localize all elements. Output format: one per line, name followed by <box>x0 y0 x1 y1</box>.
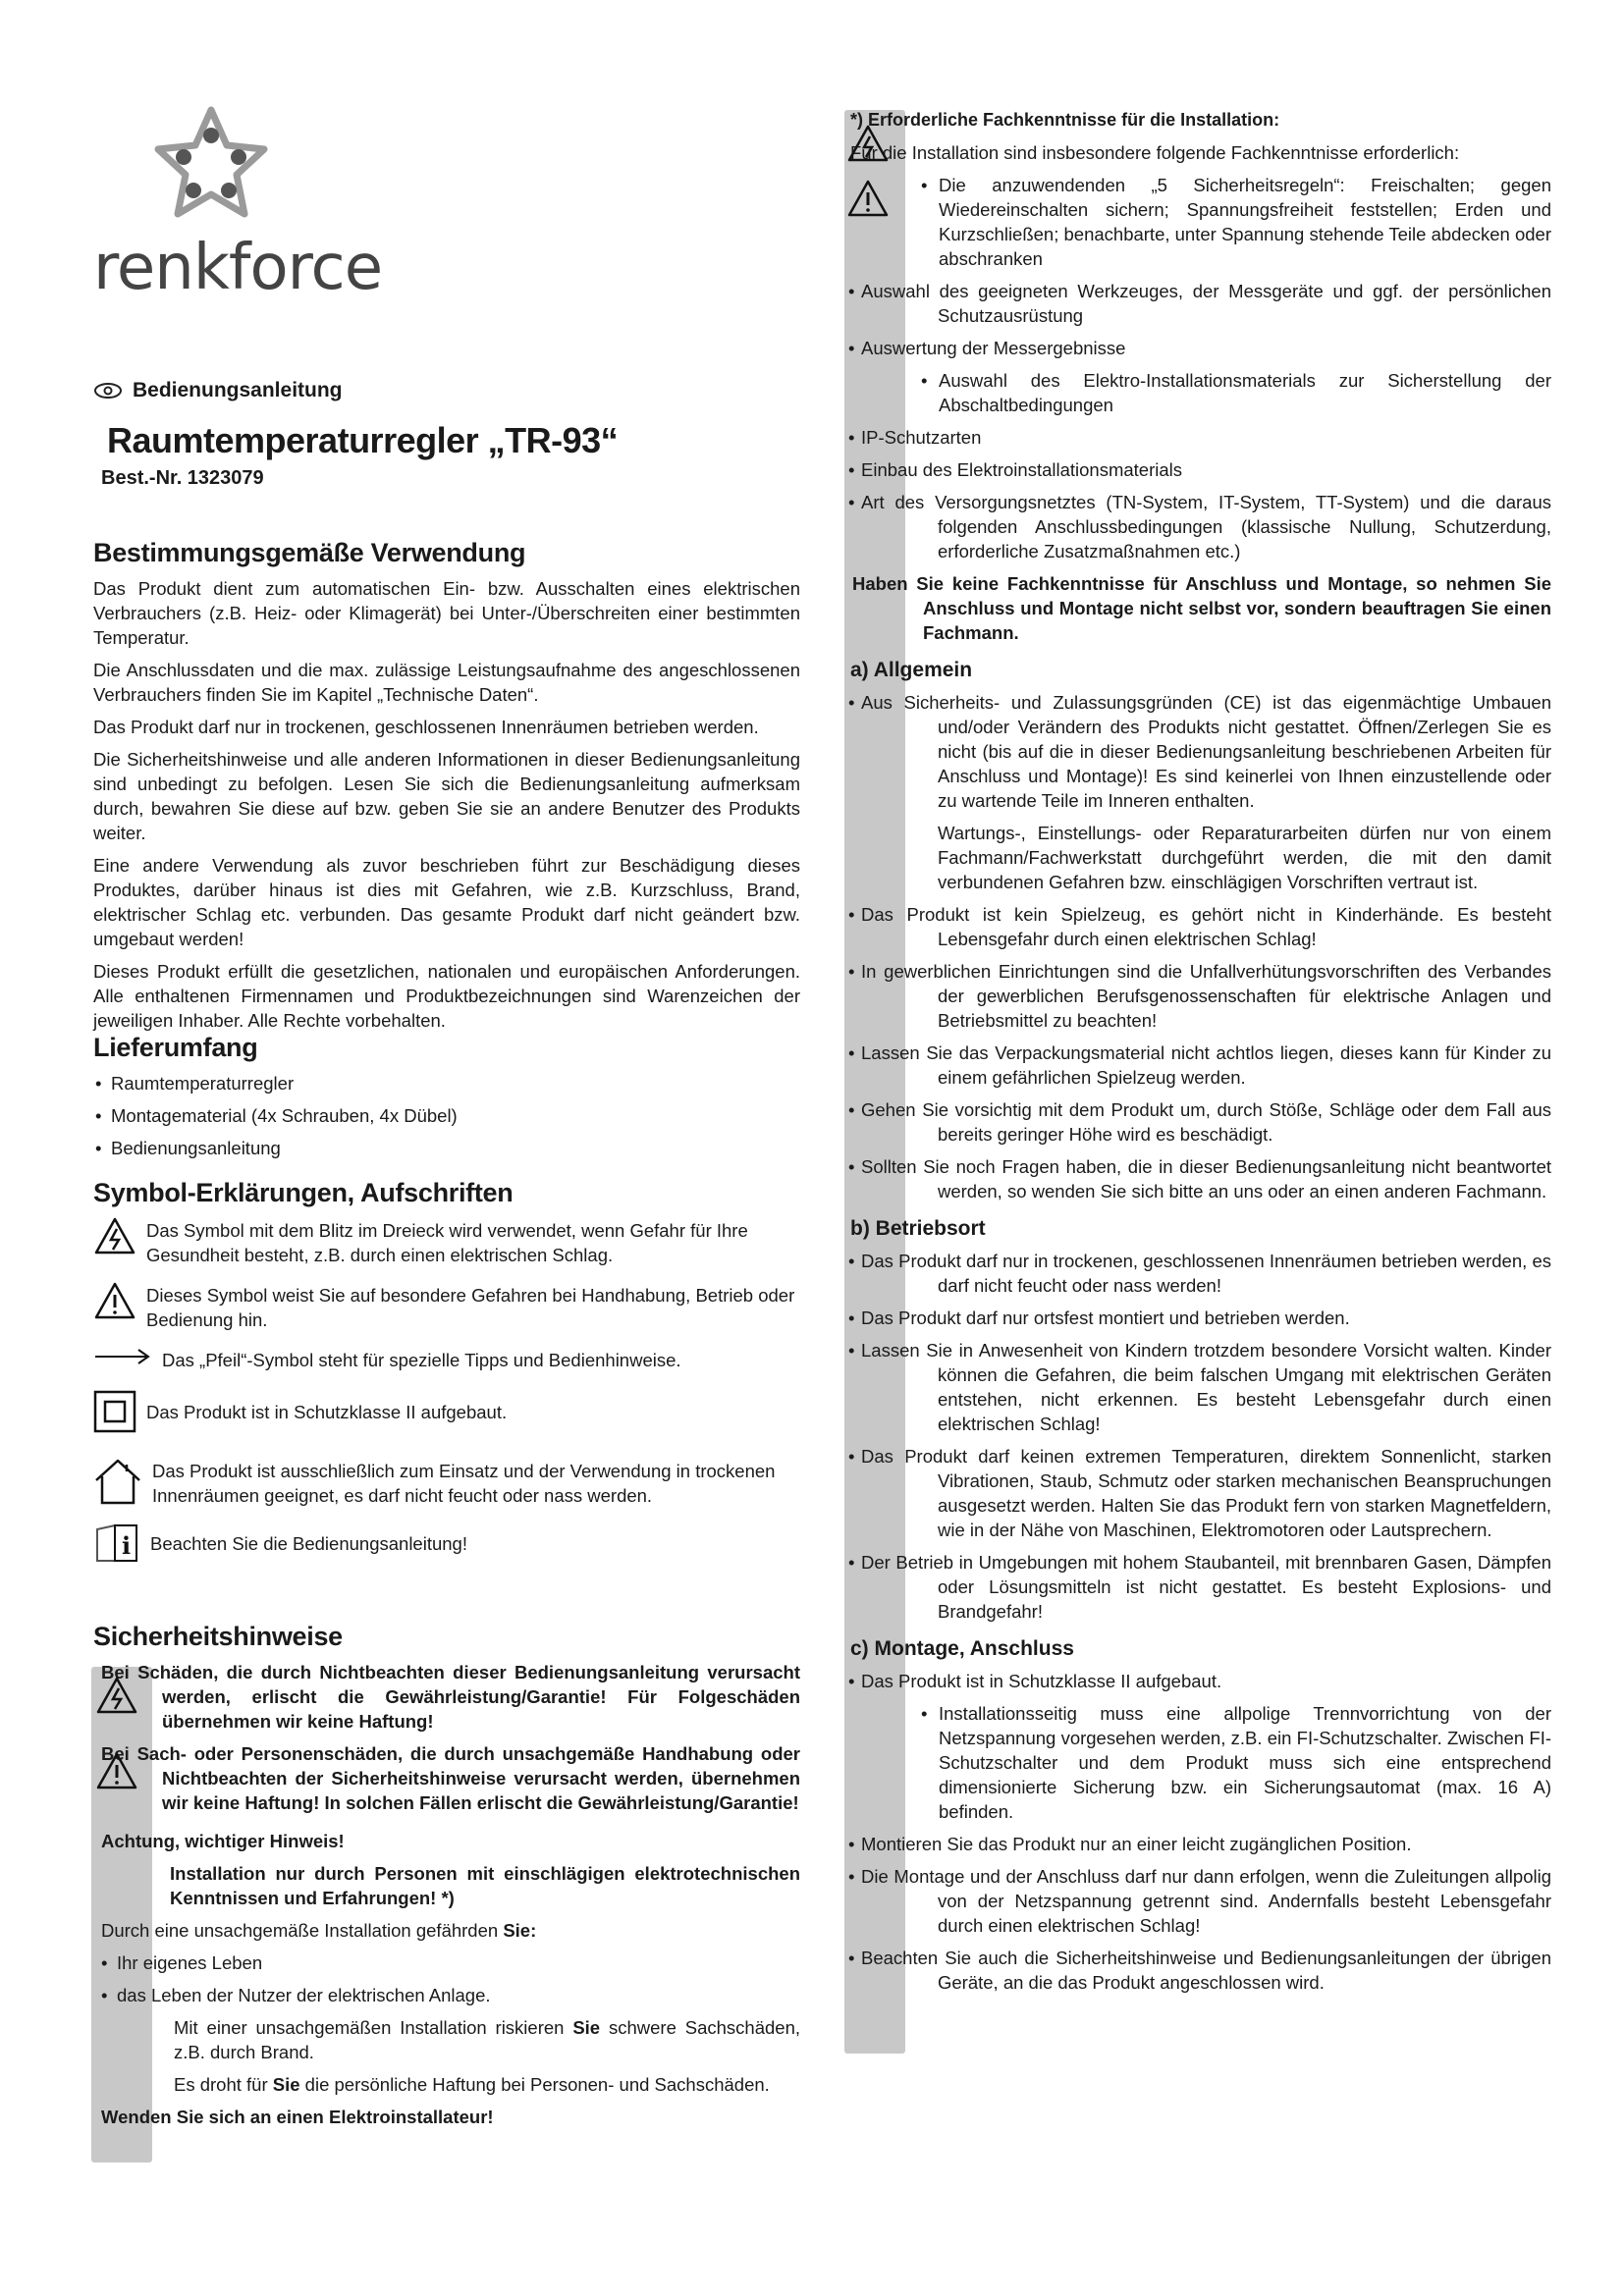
list-item: • Montagematerial (4x Schrauben, 4x Dübel) <box>93 1103 800 1128</box>
knowledge-item: • Auswahl des geeigneten Werkzeuges, der Messgeräte und ggf. der persönlichen Schutzausrüstung <box>844 279 1551 328</box>
eye-icon <box>93 382 123 400</box>
document-title: Raumtemperaturregler „TR-93“ <box>107 420 619 460</box>
symbol-text: Beachten Sie die Bedienungsanleitung! <box>150 1533 467 1554</box>
section-scope-of-delivery <box>93 1033 800 1168</box>
warning-block-2 <box>93 1741 800 1815</box>
lightning-warning-icon <box>93 1216 136 1255</box>
symbol-row-arrow <box>93 1346 800 1372</box>
knowledge-intro: Für die Installation sind insbesondere folgende Fachkenntnisse erforderlich: <box>850 142 1460 163</box>
paragraph: Das Produkt darf nur in trockenen, geschlossenen Innenräumen betrieben werden. <box>93 717 759 737</box>
mounting-item: • Montieren Sie das Produkt nur an einer leicht zugänglichen Position. <box>844 1832 1551 1856</box>
section-required-knowledge <box>844 108 1551 2002</box>
general-item: • Lassen Sie das Verpackungsmaterial nicht achtlos liegen, dieses kann für Kinder zu einem gefährlichen Spielzeug werden. <box>844 1041 1551 1090</box>
general-item: • Das Produkt ist kein Spielzeug, es gehört nicht in Kinderhände. Es besteht Lebensgefahr durch einen elektrischen Schlag! <box>844 902 1551 951</box>
danger-list <box>99 1950 800 2007</box>
danger-intro: Durch eine unsachgemäße Installation gefährden Sie: <box>101 1920 537 1941</box>
symbol-row-class2 <box>93 1390 800 1433</box>
symbol-row-manual <box>93 1522 800 1565</box>
section-symbols <box>93 1178 800 1578</box>
arrow-right-icon <box>93 1346 152 1367</box>
paragraph: Die Sicherheitshinweise und alle anderen Informationen in dieser Bedienungsanleitung sind unbedingt zu befolgen. Lesen Sie sich die Bedienungsanleitung aufmerksam durch, bewahren Sie diese auf bzw. geben Sie sie an andere Benutzer des Produkts weiter. <box>93 749 800 843</box>
list-item: • Bedienungsanleitung <box>93 1136 800 1160</box>
symbol-text: Das Produkt ist in Schutzklasse II aufgebaut. <box>146 1402 508 1422</box>
knowledge-item: • Die anzuwendenden „5 Sicherheitsregeln“: Freischalten; gegen Wiedereinschalten sichern; Spannungsfreiheit feststellen; Erden und Kurzschließen; benachbarte, unter Spannung stehende Teile abdecken oder abschranken <box>844 173 1551 271</box>
subsection-heading: b) Betriebsort <box>850 1217 986 1240</box>
renkforce-logo <box>93 106 388 302</box>
knowledge-item: • Art des Versorgungsnetztes (TN-System, IT-System, TT-System) und die daraus folgenden Anschlussbedingungen (klassische Nullung, Schutzerdung, erforderliche Zusatzmaßnahmen etc.) <box>844 490 1551 563</box>
manual-label-text: Bedienungsanleitung <box>133 379 343 401</box>
risk-text: Mit einer unsachgemäßen Installation riskieren Sie schwere Sachschäden, z.B. durch Brand. <box>174 2017 800 2062</box>
paragraph: Die Anschlussdaten und die max. zulässige Leistungsaufnahme des angeschlossenen Verbrauchers finden Sie im Kapitel „Technische Daten“. <box>93 660 800 705</box>
subsection-heading: a) Allgemein <box>850 659 973 681</box>
section-heading: Sicherheitshinweise <box>93 1622 343 1651</box>
knowledge-item: • Auswahl des Elektro-Installationsmaterials zur Sicherstellung der Abschaltbedingungen <box>844 368 1551 417</box>
renkforce-star-icon <box>152 106 270 224</box>
section-heading: Symbol-Erklärungen, Aufschriften <box>93 1178 514 1207</box>
location-item: • Lassen Sie in Anwesenheit von Kindern trotzdem besondere Vorsicht walten. Kinder können die Gefahren, die beim falschen Umgang mit elektrischen Geräten entstehen, nicht erkennen. Es besteht Lebensgefahr durch einen elektrischen Schlag! <box>844 1338 1551 1436</box>
symbol-text: Dieses Symbol weist Sie auf besondere Gefahren bei Handhabung, Betrieb oder Bedienung hin. <box>146 1285 795 1330</box>
paragraph: Dieses Produkt erfüllt die gesetzlichen, nationalen und europäischen Anforderungen. Alle enthaltenen Firmennamen und Produktbezeichnungen sind Warenzeichen der jeweiligen Inhaber. Alle Rechte vorbehalten. <box>93 961 800 1031</box>
list-item: • Ihr eigenes Leben <box>99 1950 800 1975</box>
delivery-list <box>93 1071 800 1160</box>
svg-text:i: i <box>122 1531 132 1560</box>
mounting-item: • Die Montage und der Anschluss darf nur dann erfolgen, wenn die Zuleitungen allpolig von der Netzspannung getrennt sind. Andernfalls besteht Lebensgefahr durch einen elektrischen Schlag! <box>844 1864 1551 1938</box>
location-item: • Das Produkt darf nur ortsfest montiert und betrieben werden. <box>844 1306 1551 1330</box>
symbol-row-indoor <box>93 1457 800 1508</box>
section-heading: Lieferumfang <box>93 1033 258 1062</box>
symbol-row-lightning <box>93 1216 800 1267</box>
lightning-warning-icon <box>846 124 890 163</box>
installation-note: Installation nur durch Personen mit einschlägigen elektrotechnischen Kenntnissen und Erfahrungen! *) <box>170 1863 800 1908</box>
section-intended-use <box>93 538 800 1041</box>
symbol-text: Das Produkt ist ausschließlich zum Einsatz und der Verwendung in trockenen Innenräumen geeignet, es darf nicht feucht oder nass werden. <box>152 1461 776 1506</box>
symbol-text: Das „Pfeil“-Symbol steht für spezielle Tipps und Bedienhinweise. <box>162 1350 681 1370</box>
location-item: • Das Produkt darf keinen extremen Temperaturen, direktem Sonnenlicht, starken Vibrationen, Staub, Schmutz oder starken mechanischen Beanspruchungen ausgesetzt werden. Halten Sie das Produkt fern von starken Magnetfeldern, wie in der Nähe von Maschinen, Elektromotoren oder Lautsprechern. <box>844 1444 1551 1542</box>
warning-text: Bei Sach- oder Personenschäden, die durch unsachgemäße Handhabung oder Nichtbeachten der Sicherheitshinweise verursacht werden, übernehmen wir keine Haftung! In solchen Fällen erlischt die Gewährleistung/Garantie! <box>101 1743 800 1813</box>
knowledge-item: • IP-Schutzarten <box>844 425 1551 450</box>
no-knowledge-note: Haben Sie keine Fachkenntnisse für Anschluss und Montage, so nehmen Sie Anschluss und Montage nicht selbst vor, sondern beauftragen Sie einen Fachmann. <box>852 573 1551 643</box>
order-number: Best.-Nr. 1323079 <box>101 467 264 489</box>
mounting-item: • Installationsseitig muss eine allpolige Trennvorrichtung von der Netzspannung vorgesehen werden, z.B. ein FI-Schutzschalter. Zwischen FI-Schutzschalter und dem Produkt muss sich eine entsprechend dimensionierte Sicherung bzw. ein Sicherungsautomat (max. 16 A) befinden. <box>844 1701 1551 1824</box>
knowledge-item: • Auswertung der Messergebnisse <box>844 336 1551 360</box>
subsection-heading: c) Montage, Anschluss <box>850 1637 1074 1660</box>
location-item: • Der Betrieb in Umgebungen mit hohem Staubanteil, mit brennbaren Gasen, Dämpfen oder Lösungsmitteln ist nicht gestattet. Es besteht Explosions- und Brandgefahr! <box>844 1550 1551 1624</box>
attention-heading: Achtung, wichtiger Hinweis! <box>101 1831 345 1851</box>
paragraph: Eine andere Verwendung als zuvor beschrieben führt zur Beschädigung dieses Produktes, darüber hinaus ist dies mit Gefahren, wie z.B. Kurzschluss, Brand, elektrischer Schlag etc. verbunden. Das gesamte Produkt darf nicht geändert bzw. umgebaut werden! <box>93 855 800 949</box>
symbol-text: Das Symbol mit dem Blitz im Dreieck wird verwendet, wenn Gefahr für Ihre Gesundheit besteht, z.B. durch einen elektrischen Schlag. <box>146 1220 748 1265</box>
section-heading: Bestimmungsgemäße Verwendung <box>93 538 526 567</box>
liability-text: Es droht für Sie die persönliche Haftung bei Personen- und Sachschäden. <box>174 2074 770 2095</box>
mounting-item: • Das Produkt ist in Schutzklasse II aufgebaut. <box>844 1669 1551 1693</box>
general-item: • Sollten Sie noch Fragen haben, die in dieser Bedienungsanleitung nicht beantwortet werden, so wenden Sie sich bitte an uns oder an einen anderen Fachmann. <box>844 1154 1551 1203</box>
manual-info-icon <box>93 1522 140 1565</box>
general-item: • Aus Sicherheits- und Zulassungsgründen (CE) ist das eigenmächtige Umbauen und/oder Verändern des Produkts nicht gestattet. Öffnen/Zerlegen Sie es nicht (bis auf die in dieser Bedienungsanleitung beschriebenen Arbeiten für Anschluss und Montage)! Es sind keinerlei von Ihnen einzustellende oder zu wartende Teile im Inneren enthalten. <box>844 690 1551 813</box>
maintenance-text: Wartungs-, Einstellungs- oder Reparaturarbeiten dürfen nur von einem Fachmann/Fachwerkstatt durchgeführt werden, die mit den damit verbundenen Gefahren bzw. einschlägigen Vorschriften vertraut ist. <box>938 823 1551 892</box>
knowledge-item: • Einbau des Elektroinstallationsmaterials <box>844 457 1551 482</box>
contact-electrician: Wenden Sie sich an einen Elektroinstallateur! <box>101 2107 494 2127</box>
mounting-item: • Beachten Sie auch die Sicherheitshinweise und Bedienungsanleitungen der übrigen Geräte, an die das Produkt angeschlossen wird. <box>844 1946 1551 1995</box>
general-item: • In gewerblichen Einrichtungen sind die Unfallverhütungsvorschriften des Verbandes der gewerblichen Berufsgenossenschaften für elektrische Anlagen und Betriebsmittel zu beachten! <box>844 959 1551 1033</box>
manual-label <box>93 379 343 402</box>
list-item: • Raumtemperaturregler <box>93 1071 800 1095</box>
location-item: • Das Produkt darf nur in trockenen, geschlossenen Innenräumen betrieben werden, es darf nicht feucht oder nass werden! <box>844 1249 1551 1298</box>
knowledge-heading: *) Erforderliche Fachkenntnisse für die Installation: <box>850 110 1280 130</box>
section-safety <box>93 1622 800 2137</box>
general-item: • Gehen Sie vorsichtig mit dem Produkt um, durch Stöße, Schläge oder dem Fall aus bereits geringer Höhe wird es beschädigt. <box>844 1097 1551 1147</box>
symbol-row-exclamation <box>93 1281 800 1332</box>
logo-wordmark: renkforce <box>93 232 383 304</box>
lightning-warning-icon <box>95 1676 138 1715</box>
house-icon <box>93 1457 142 1506</box>
exclamation-warning-icon <box>95 1751 138 1790</box>
paragraph: Das Produkt dient zum automatischen Ein- bzw. Ausschalten eines elektrischen Verbrauchers (z.B. Heiz- oder Klimagerät) bei Unter-/Überschreiten einer bestimmten Temperatur. <box>93 578 800 648</box>
list-item: • das Leben der Nutzer der elektrischen Anlage. <box>99 1983 800 2007</box>
warning-text: Bei Schäden, die durch Nichtbeachten dieser Bedienungsanleitung verursacht werden, erlischt die Gewährleistung/Garantie! Für Folgeschäden übernehmen wir keine Haftung! <box>101 1662 800 1732</box>
warning-block-1 <box>93 1660 800 1734</box>
exclamation-warning-icon <box>93 1281 136 1320</box>
protection-class-ii-icon <box>93 1390 136 1433</box>
